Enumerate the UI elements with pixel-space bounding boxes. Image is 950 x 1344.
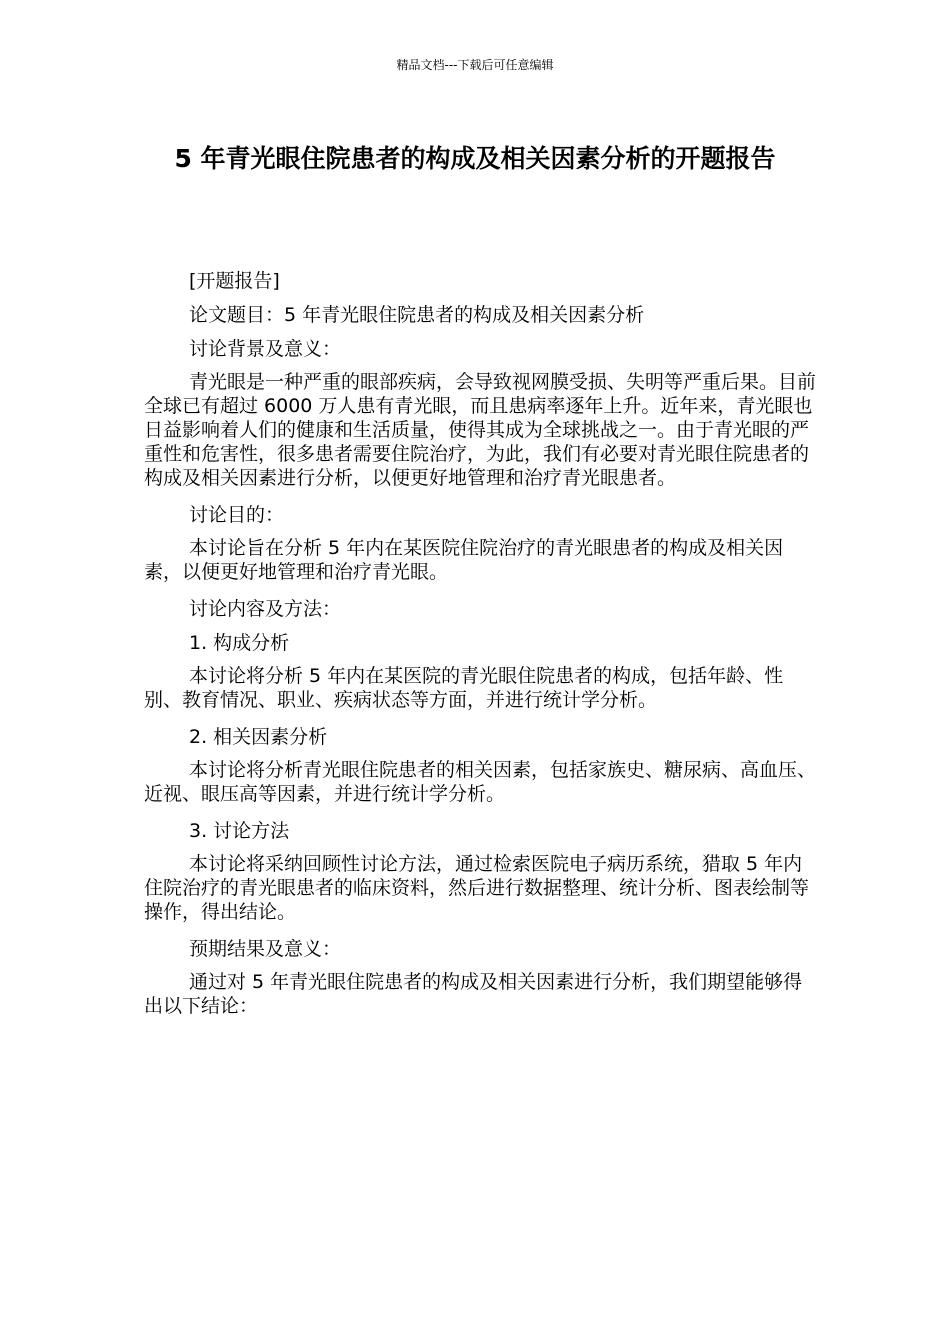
body-paragraph: 通过对 5 年青光眼住院患者的构成及相关因素进行分析，我们期望能够得出以下结论： xyxy=(144,971,803,1017)
header-note: 精品文档---下载后可任意编辑 xyxy=(396,58,554,72)
section-label: [开题报告] xyxy=(189,270,280,292)
subsection-heading: 1. 构成分析 xyxy=(189,632,290,654)
section-heading: 讨论目的： xyxy=(189,504,285,526)
body-paragraph: 本讨论将分析 5 年内在某医院的青光眼住院患者的构成，包括年龄、性别、教育情况、职业、疾病状态等方面，并进行统计学分析。 xyxy=(144,665,784,711)
document-title: 5 年青光眼住院患者的构成及相关因素分析的开题报告 xyxy=(174,144,776,173)
body-paragraph: 青光眼是一种严重的眼部疾病，会导致视网膜受损、失明等严重后果。目前全球已有超过 6000 万人患有青光眼，而且患病率逐年上升。近年来，青光眼也日益影响着人们的健康和生活质量，使得其成为全球挑战之一。由于青光眼的严重性和危害性，很多患者需要住院治疗，为此，我们有必要对青光眼住院患者的构成及相关因素进行分析，以便更好地管理和治疗青光眼患者。 xyxy=(144,371,817,489)
body-paragraph: 本讨论将分析青光眼住院患者的相关因素，包括家族史、糖尿病、高血压、近视、眼压高等因素，并进行统计学分析。 xyxy=(144,759,817,805)
body-paragraph: 本讨论将采纳回顾性讨论方法，通过检索医院电子病历系统，猎取 5 年内住院治疗的青光眼患者的临床资料，然后进行数据整理、统计分析、图表绘制等操作，得出结论。 xyxy=(144,853,810,923)
body-paragraph: 本讨论旨在分析 5 年内在某医院住院治疗的青光眼患者的构成及相关因素，以便更好地管理和治疗青光眼。 xyxy=(144,537,784,583)
thesis-topic: 论文题目：5 年青光眼住院患者的构成及相关因素分析 xyxy=(189,304,645,326)
subsection-heading: 2. 相关因素分析 xyxy=(189,726,328,748)
subsection-heading: 3. 讨论方法 xyxy=(189,820,290,842)
document-body xyxy=(144,268,820,1030)
section-heading: 预期结果及意义： xyxy=(189,938,342,960)
section-heading: 讨论背景及意义： xyxy=(189,338,342,360)
section-heading: 讨论内容及方法： xyxy=(189,598,342,620)
